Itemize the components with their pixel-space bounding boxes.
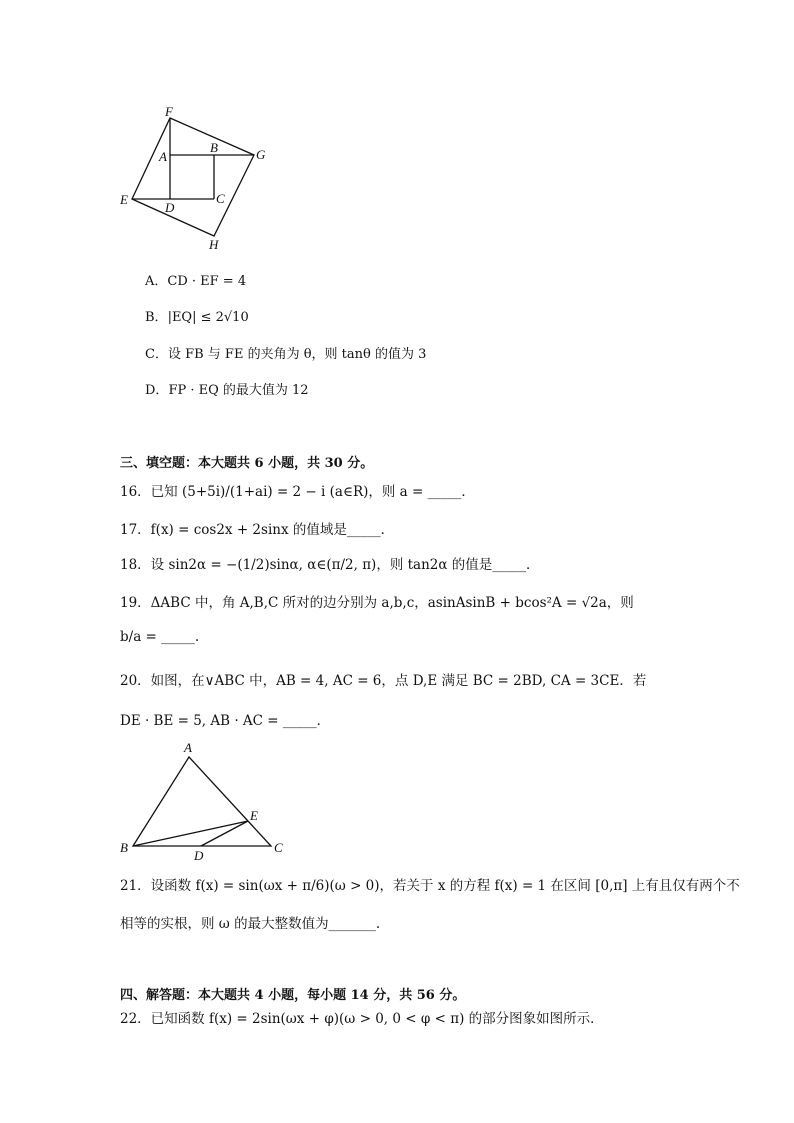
label-A: A	[159, 149, 167, 164]
label-D: D	[194, 848, 204, 863]
option-c-label: C．	[145, 347, 168, 362]
segment-DE	[201, 821, 248, 846]
question-19-line-1: 19．ΔABC 中，角 A,B,C 所对的边分别为 a,b,c，asinAsinB + bcos²A = √2a，则	[120, 595, 634, 611]
geometry-figure-triangle	[115, 738, 300, 863]
label-G: G	[256, 147, 266, 162]
label-D: D	[165, 200, 175, 215]
question-20-line-1: 20．如图，在∨ABC 中，AB = 4, AC = 6，点 D,E 满足 BC = 2BD, CA = 3CE．若	[120, 673, 647, 689]
segment-BE	[133, 821, 248, 846]
question-22: 22．已知函数 f(x) = 2sin(ωx + φ)(ω > 0, 0 < φ < π) 的部分图象如图所示．	[120, 1011, 604, 1027]
label-C: C	[216, 191, 225, 206]
outer-square	[132, 118, 254, 236]
section-4-heading: 四、解答题：本大题共 4 小题，每小题 14 分，共 56 分。	[120, 988, 466, 1003]
label-C: C	[274, 840, 283, 855]
question-19-line-2: b/a = _____.	[120, 629, 200, 645]
option-a-text: CD · EF = 4	[167, 274, 247, 289]
question-21-line-2: 相等的实根，则 ω 的最大整数值为_______.	[120, 916, 381, 932]
option-a-label: A．	[145, 274, 168, 289]
label-E: E	[250, 808, 258, 823]
option-b-label: B．	[145, 310, 168, 325]
question-18: 18．设 sin2α = −(1/2)sinα, α∈(π/2, π)，则 tan2α 的值是_____．	[120, 557, 540, 573]
section-3-heading: 三、填空题：本大题共 6 小题，共 30 分。	[120, 456, 374, 471]
option-d	[145, 379, 309, 398]
label-F: F	[165, 104, 173, 119]
option-b	[145, 306, 249, 325]
question-21-line-1: 21．设函数 f(x) = sin(ωx + π/6)(ω > 0)，若关于 x 的方程 f(x) = 1 在区间 [0,π] 上有且仅有两个不	[120, 878, 740, 894]
label-A: A	[184, 740, 192, 755]
option-d-label: D．	[145, 383, 169, 398]
label-H: H	[209, 237, 219, 252]
label-B: B	[120, 840, 128, 855]
geometry-figure-squares	[110, 100, 280, 260]
question-20-line-2: DE · BE = 5, AB · AC = _____．	[120, 713, 331, 729]
option-a	[145, 270, 246, 289]
question-17: 17．f(x) = cos2x + 2sinx 的值域是_____．	[120, 522, 395, 538]
option-b-text: |EQ| ≤ 2√10	[167, 310, 249, 325]
option-c	[145, 343, 426, 362]
question-16: 16．已知 (5+5i)/(1+ai) = 2 − i (a∈R)，则 a = _____．	[120, 484, 475, 500]
label-E: E	[120, 192, 128, 207]
label-B: B	[210, 140, 218, 155]
option-c-text: 设 FB 与 FE 的夹角为 θ，则 tanθ 的值为 3	[167, 347, 427, 362]
option-d-text: FP · EQ 的最大值为 12	[168, 383, 309, 398]
triangle-ABC	[133, 757, 271, 846]
